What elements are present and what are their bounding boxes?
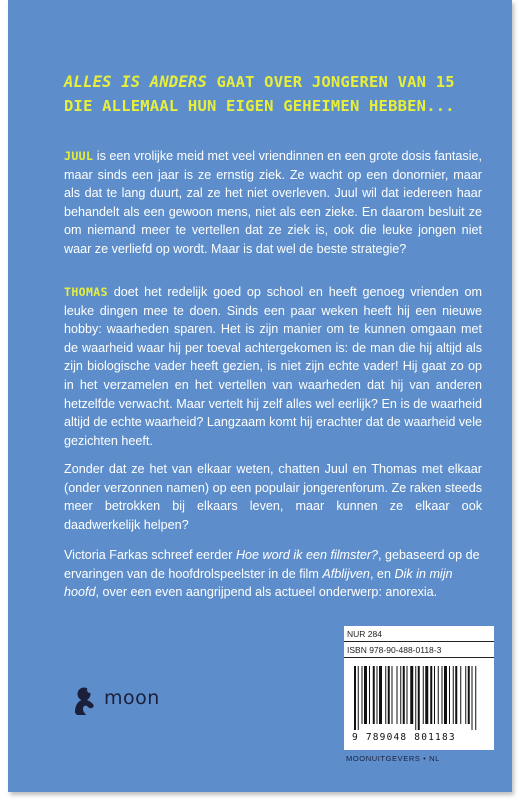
together-paragraph xyxy=(64,460,482,534)
moon-logo-icon xyxy=(72,682,102,716)
author-text-4: , over een even aangrijpend als actueel onderwerp: anorexia. xyxy=(95,585,438,600)
logo-text: moon xyxy=(104,687,160,709)
headline-line2: DIE ALLEMAAL HUN EIGEN GEHEIMEN HEBBEN... xyxy=(64,97,455,115)
thomas-paragraph xyxy=(64,283,482,450)
together-text: Zonder dat ze het van elkaar weten, chatten Juul en Thomas met elkaar (onder verzonnen namen) op een populair jongerenforum. Ze raken steeds meer betrokken bij elkaars leven, maar kunnen ze elkaar ook daadwerkelijk helpen? xyxy=(64,462,482,532)
author-book-1: Hoe word ik een filmster? xyxy=(235,548,379,562)
isbn: ISBN 978-90-488-0118-3 xyxy=(344,642,494,658)
author-text-3: , en xyxy=(369,566,395,581)
thomas-name: THOMAS xyxy=(64,285,108,299)
back-cover xyxy=(8,0,512,792)
author-film: Afblijven xyxy=(322,566,370,581)
publisher-name: MOONUITGEVERS • NL xyxy=(344,750,494,768)
author-text-1: Victoria Farkas schreef eerder xyxy=(64,548,236,562)
juul-text: is een vrolijke meid met veel vriendinnen en een grote dosis fantasie, maar sinds een jaar is ze ernstig ziek. Ze wacht op een donornier, maar als dat te lang duurt, zal ze het niet overleven. Juul wil dat iedereen haar behandelt als een gewoon mens, niet als een zieke. En daarom besluit ze om niemand meer te vertellen dat ze ziek is, ook die leuke jongen niet waar ze verliefd op wordt. Maar is dat wel de beste strategie? xyxy=(64,149,482,256)
book-title: ALLES IS ANDERS xyxy=(64,73,207,91)
author-text-2: , gebaseerd op de ervaringen van de hoofdrolspeelster in de film xyxy=(64,548,480,581)
author-book-2: Dik in mijn hoofd xyxy=(64,566,453,600)
author-paragraph xyxy=(64,546,482,602)
barcode-number: 9 789048 801183 xyxy=(352,732,456,743)
nur-code: NUR 284 xyxy=(344,626,494,642)
juul-paragraph xyxy=(64,147,482,259)
thomas-text: doet het redelijk goed op school en heeft genoeg vrienden om leuke dingen mee te doen. Sinds een paar weken heeft hij een nieuwe hobby: waarheden sparen. Het is zijn manier om te kunnen omgaan met de waarheid waar hij per toeval achtergekomen is: de man die hij altijd als zijn biologische vader heeft gezien, is niet zijn echte vader! Hij gaat zo op in het verzamelen en het vertellen van waarheden dat hij van anderen hetzelfde verwacht. Maar vertelt hij zelf alles wel eerlijk? En is de waarheid altijd de echte waarheid? Langzaam komt hij erachter dat de waarheid vele gezichten heeft. xyxy=(64,285,482,448)
barcode-block xyxy=(344,626,494,768)
barcode-icon xyxy=(354,666,484,730)
headline xyxy=(64,70,484,118)
headline-line1-rest: GAAT OVER JONGEREN VAN 15 xyxy=(206,73,455,91)
juul-name: JUUL xyxy=(64,149,94,163)
